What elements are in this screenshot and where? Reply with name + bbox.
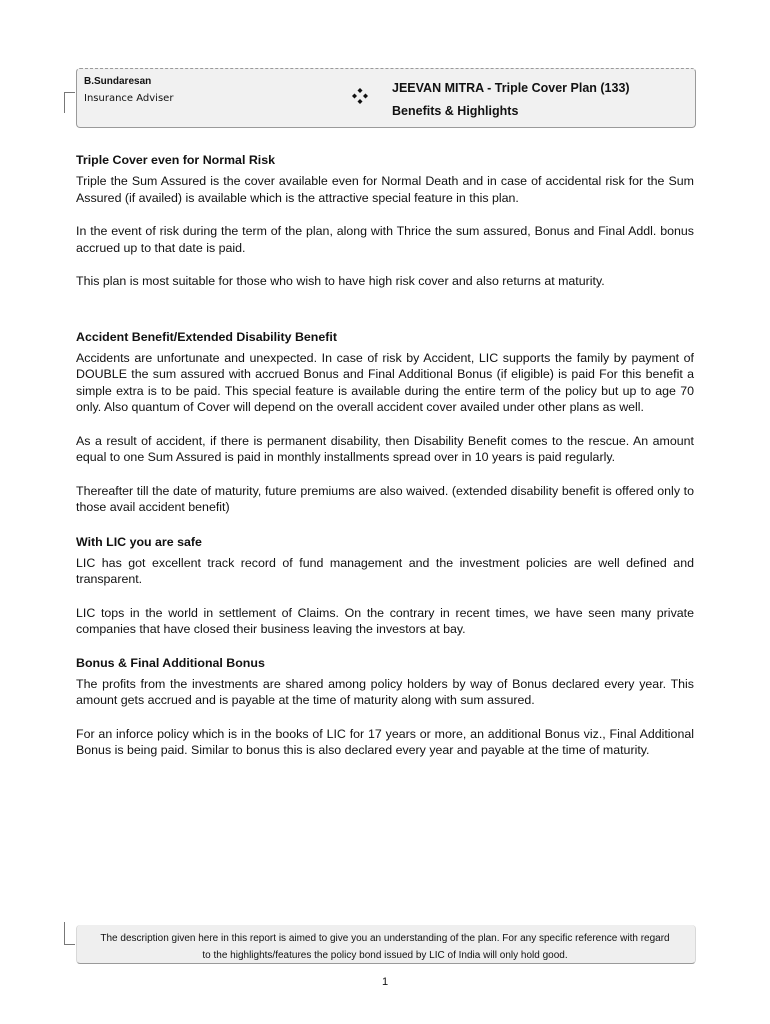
paragraph: In the event of risk during the term of the plan, along with Thrice the sum assured, Bonus and Final Addl. bonus accrued up to that date is paid. bbox=[76, 224, 694, 255]
plan-subtitle: Benefits & Highlights bbox=[392, 104, 519, 118]
paragraph: This plan is most suitable for those who wish to have high risk cover and also returns at maturity. bbox=[76, 274, 605, 288]
header-bracket-decoration bbox=[64, 92, 75, 113]
paragraph: LIC tops in the world in settlement of Claims. On the contrary in recent times, we have seen many private companies that have closed their business leaving the investors at bay. bbox=[76, 605, 694, 636]
author-name: B.Sundaresan bbox=[84, 76, 152, 87]
disclaimer-text: The description given here in this report is aimed to give you an understanding of the plan. For any specific reference with regard to the highlights/features the policy bond issued by LIC of India will only hold good. bbox=[100, 933, 670, 961]
plan-title: JEEVAN MITRA - Triple Cover Plan (133) bbox=[392, 81, 630, 95]
four-diamond-icon bbox=[352, 88, 368, 104]
section-lic-safe bbox=[76, 534, 694, 638]
document-body bbox=[76, 152, 694, 776]
section-heading: Accident Benefit/Extended Disability Benefit bbox=[76, 329, 337, 344]
footer-bracket-decoration bbox=[64, 922, 75, 945]
section-heading: With LIC you are safe bbox=[76, 534, 202, 549]
paragraph: As a result of accident, if there is permanent disability, then Disability Benefit comes to the rescue. An amount equal to one Sum Assured is paid in monthly installments spread over in 10 years is paid regularly. bbox=[76, 433, 694, 464]
spacer bbox=[76, 307, 694, 329]
section-heading: Bonus & Final Additional Bonus bbox=[76, 655, 265, 670]
paragraph: LIC has got excellent track record of fund management and the investment policies are well defined and transparent. bbox=[76, 555, 694, 586]
paragraph: Thereafter till the date of maturity, future premiums are also waived. (extended disability benefit is offered only to those avail accident benefit) bbox=[76, 483, 694, 514]
section-triple-cover bbox=[76, 152, 694, 290]
paragraph: Triple the Sum Assured is the cover available even for Normal Death and in case of accidental risk for the Sum Assured (if availed) is available which is the attractive special feature in this plan. bbox=[76, 174, 694, 205]
page-number: 1 bbox=[381, 976, 389, 988]
section-heading: Triple Cover even for Normal Risk bbox=[76, 153, 276, 167]
paragraph: The profits from the investments are shared among policy holders by way of Bonus declared every year. This amount gets accrued and is payable at the time of maturity along with sum assured. bbox=[76, 676, 694, 707]
author-role: Insurance Adviser bbox=[84, 93, 174, 104]
section-bonus bbox=[76, 655, 694, 759]
paragraph: For an inforce policy which is in the books of LIC for 17 years or more, an additional Bonus viz., Final Additional Bonus is being paid. Similar to bonus this is also declared every year and payable at the time of maturity. bbox=[76, 726, 694, 757]
section-accident-benefit bbox=[76, 329, 694, 516]
paragraph: Accidents are unfortunate and unexpected. In case of risk by Accident, LIC supports the family by payment of DOUBLE the sum assured with accrued Bonus and Final Additional Bonus (if eligible) is paid For this benefit a simple extra is to be paid. This special feature is available during the entire term of the policy but up to age 70 only. Also quantum of Cover will depend on the overall accident cover availed under other plans as well. bbox=[76, 350, 694, 414]
